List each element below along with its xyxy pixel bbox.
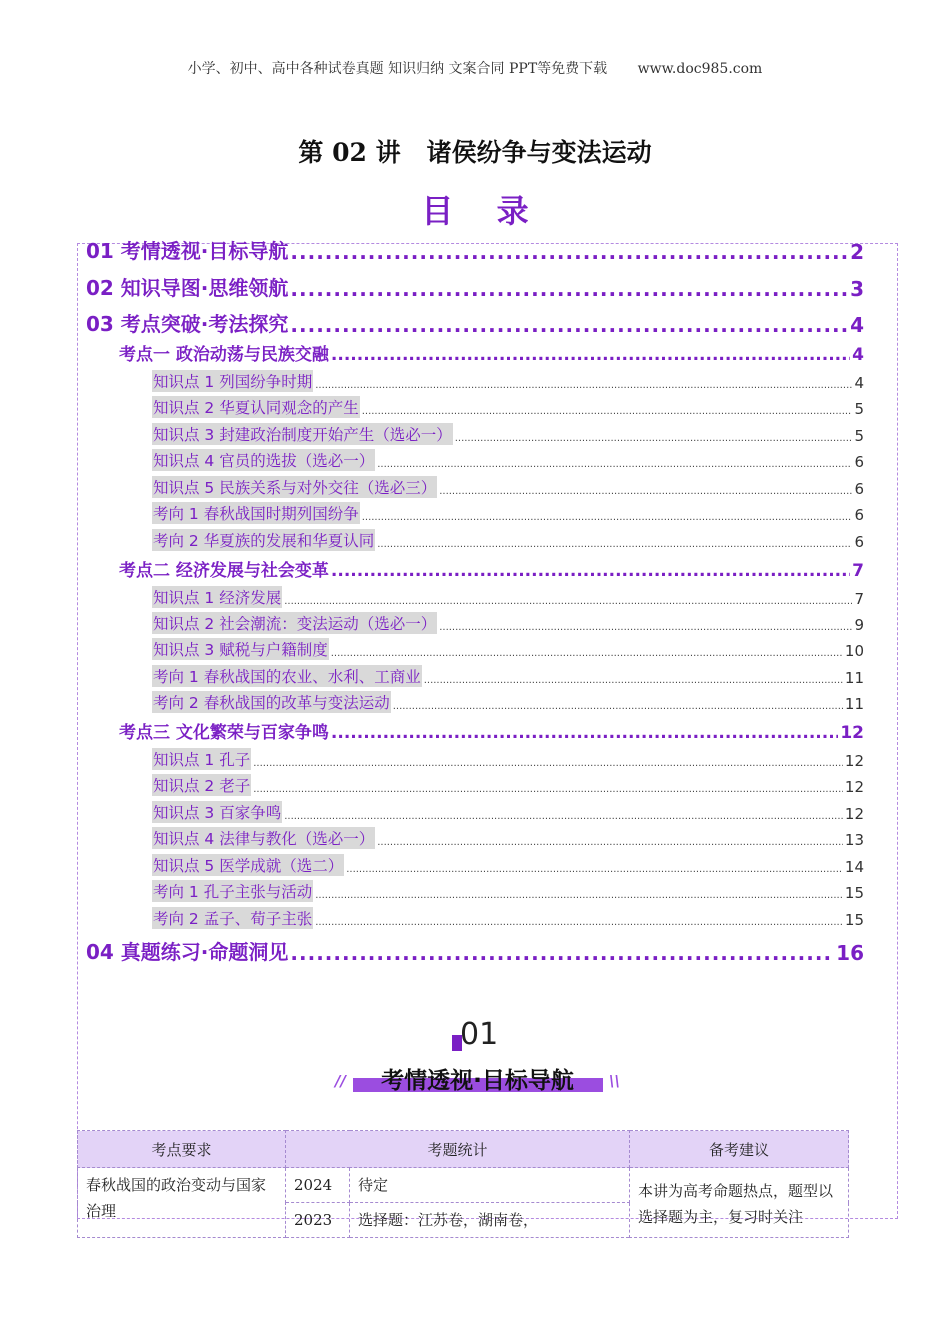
toc-section-entry[interactable]: [86, 935, 864, 965]
toc-leader-dots: [290, 240, 848, 264]
toc-entry-label: 知识点 3 封建政治制度开始产生（选必一）: [152, 423, 453, 445]
section-number: 01: [460, 1017, 499, 1052]
toc-section-entry[interactable]: [86, 234, 864, 264]
toc-leader-dots: [315, 380, 852, 392]
header-advice: 备考建议: [630, 1131, 849, 1168]
toc-leader-dots: [439, 622, 852, 634]
detail-cell: 选择题：江苏卷，湖南卷，: [350, 1203, 630, 1238]
toc-page-number: 4: [850, 313, 864, 337]
toc-entry-label: 考向 1 孔子主张与活动: [152, 880, 313, 902]
toc-page-number: 7: [854, 590, 864, 608]
section-banner: [335, 1062, 620, 1094]
toc-leader-dots: [455, 433, 853, 445]
toc-leader-dots: [362, 512, 853, 524]
detail-cell: 待定: [350, 1168, 630, 1203]
advice-cell: 本讲为高考命题热点，题型以选择题为主，复习时关注: [630, 1168, 849, 1238]
toc-page-number: 15: [844, 884, 864, 902]
toc-entry-label: 知识点 2 华夏认同观念的产生: [152, 396, 360, 418]
toc-page-number: 2: [850, 240, 864, 264]
toc-page-number: 7: [852, 561, 864, 581]
header-requirement: 考点要求: [78, 1131, 286, 1168]
toc-subentry[interactable]: [152, 396, 864, 418]
toc-subentry[interactable]: [152, 907, 864, 929]
toc-leader-dots: [331, 345, 850, 365]
section-number-badge: [452, 1017, 500, 1052]
toc-subentry[interactable]: [152, 476, 864, 498]
toc-subentry[interactable]: [152, 612, 864, 634]
toc-page-number: 5: [854, 427, 864, 445]
toc-section-entry[interactable]: [86, 307, 864, 337]
section-deco-right: \\: [609, 1072, 620, 1090]
year-cell: 2024: [286, 1168, 350, 1203]
page-header: [0, 58, 950, 78]
toc-page-number: 5: [854, 400, 864, 418]
toc-entry-label: 03 考点突破·考法探究: [86, 312, 289, 336]
toc-topic-entry[interactable]: [119, 557, 864, 581]
toc-page-number: 6: [854, 480, 864, 498]
toc-entry-label: 考点一 政治动荡与民族交融: [119, 345, 329, 365]
toc-subentry[interactable]: [152, 801, 864, 823]
toc-page-number: 11: [844, 669, 864, 687]
toc-entry-label: 知识点 4 官员的选拔（选必一）: [152, 449, 375, 471]
toc-heading: 目 录: [421, 192, 545, 230]
section-title: 考情透视·目标导航: [381, 1068, 574, 1094]
toc-leader-dots: [284, 811, 843, 823]
toc-section-entry[interactable]: [86, 271, 864, 301]
toc-subentry[interactable]: [152, 449, 864, 471]
toc-entry-label: 知识点 3 赋税与户籍制度: [152, 638, 329, 660]
toc-entry-label: 考向 2 春秋战国的改革与变法运动: [152, 691, 391, 713]
toc-topic-entry[interactable]: [119, 341, 864, 365]
year-cell: 2023: [286, 1203, 350, 1238]
toc-leader-dots: [377, 539, 852, 551]
toc-subentry[interactable]: [152, 748, 864, 770]
toc-leader-dots: [331, 723, 838, 743]
toc-topic-entry[interactable]: [119, 719, 864, 743]
toc-page-number: 12: [844, 805, 864, 823]
toc-page-number: 16: [836, 941, 864, 965]
toc-entry-label: 知识点 1 孔子: [152, 748, 251, 770]
toc-entry-label: 知识点 5 医学成就（选二）: [152, 854, 344, 876]
toc-leader-dots: [284, 596, 852, 608]
toc-page-number: 14: [844, 858, 864, 876]
toc-page-number: 6: [854, 533, 864, 551]
toc-page-number: 9: [854, 616, 864, 634]
toc-leader-dots: [315, 917, 843, 929]
toc-subentry[interactable]: [152, 691, 864, 713]
toc-entry-label: 考向 2 华夏族的发展和华夏认同: [152, 529, 375, 551]
section-deco-left: //: [335, 1072, 346, 1090]
toc-entry-label: 02 知识导图·思维领航: [86, 276, 289, 300]
toc-entry-label: 知识点 4 法律与教化（选必一）: [152, 827, 375, 849]
toc-page-number: 4: [852, 345, 864, 365]
toc-entry-label: 知识点 5 民族关系与对外交往（选必三）: [152, 476, 437, 498]
toc-page-number: 12: [840, 723, 864, 743]
toc-leader-dots: [424, 675, 843, 687]
toc-page-number: 13: [844, 831, 864, 849]
toc-subentry[interactable]: [152, 638, 864, 660]
toc-entry-label: 考向 1 春秋战国的农业、水利、工商业: [152, 665, 422, 687]
toc-subentry[interactable]: [152, 827, 864, 849]
header-statistics: 考题统计: [286, 1131, 630, 1168]
toc-leader-dots: [362, 406, 853, 418]
toc-entry-label: 考向 1 春秋战国时期列国纷争: [152, 502, 360, 524]
toc-entry-label: 考点三 文化繁荣与百家争鸣: [119, 723, 329, 743]
toc-leader-dots: [439, 486, 852, 498]
toc-leader-dots: [346, 864, 843, 876]
toc-entry-label: 知识点 2 社会潮流：变法运动（选必一）: [152, 612, 437, 634]
toc-page-number: 12: [844, 752, 864, 770]
toc-entry-label: 04 真题练习·命题洞见: [86, 940, 289, 964]
toc-page-number: 10: [844, 642, 864, 660]
header-text: 小学、初中、高中各种试卷真题 知识归纳 文案合同 PPT等免费下载: [187, 61, 608, 77]
toc-page-number: 12: [844, 778, 864, 796]
toc-page-number: 15: [844, 911, 864, 929]
toc-entry-label: 知识点 1 经济发展: [152, 586, 282, 608]
toc-page-number: 6: [854, 453, 864, 471]
lesson-number: 第 02 讲: [298, 138, 401, 167]
toc-entry-label: 考点二 经济发展与社会变革: [119, 561, 329, 581]
toc-subentry[interactable]: [152, 880, 864, 902]
toc-page-number: 11: [844, 695, 864, 713]
toc-subentry[interactable]: [152, 502, 864, 524]
toc-leader-dots: [393, 701, 843, 713]
lesson-title: [0, 133, 950, 169]
toc-subentry[interactable]: [152, 529, 864, 551]
toc-entry-label: 知识点 3 百家争鸣: [152, 801, 282, 823]
toc-leader-dots: [377, 459, 852, 471]
toc-subentry[interactable]: [152, 854, 864, 876]
toc-leader-dots: [253, 758, 843, 770]
topic-cell: 春秋战国的政治变动与国家治理: [78, 1168, 286, 1238]
toc-subentry[interactable]: [152, 423, 864, 445]
toc-leader-dots: [290, 313, 848, 337]
toc-leader-dots: [253, 784, 843, 796]
table-row: [78, 1168, 849, 1203]
table-header-row: [78, 1131, 849, 1168]
toc-leader-dots: [290, 941, 834, 965]
toc-subentry[interactable]: [152, 586, 864, 608]
lesson-name: 诸侯纷争与变法运动: [426, 138, 652, 167]
toc-leader-dots: [331, 561, 850, 581]
toc-leader-dots: [315, 890, 843, 902]
toc-entry-label: 考向 2 孟子、荀子主张: [152, 907, 313, 929]
toc-leader-dots: [331, 648, 843, 660]
toc-subentry[interactable]: [152, 370, 864, 392]
toc-entry-label: 01 考情透视·目标导航: [86, 239, 289, 263]
toc-leader-dots: [377, 837, 843, 849]
toc-entry-label: 知识点 1 列国纷争时期: [152, 370, 313, 392]
toc-page-number: 4: [854, 374, 864, 392]
toc-subentry[interactable]: [152, 774, 864, 796]
header-url[interactable]: www.doc985.com: [637, 61, 763, 77]
toc-subentry[interactable]: [152, 665, 864, 687]
toc-page-number: 6: [854, 506, 864, 524]
toc-page-number: 3: [850, 277, 864, 301]
exam-requirements-table: [77, 1130, 849, 1238]
toc-leader-dots: [290, 277, 848, 301]
toc-entry-label: 知识点 2 老子: [152, 774, 251, 796]
